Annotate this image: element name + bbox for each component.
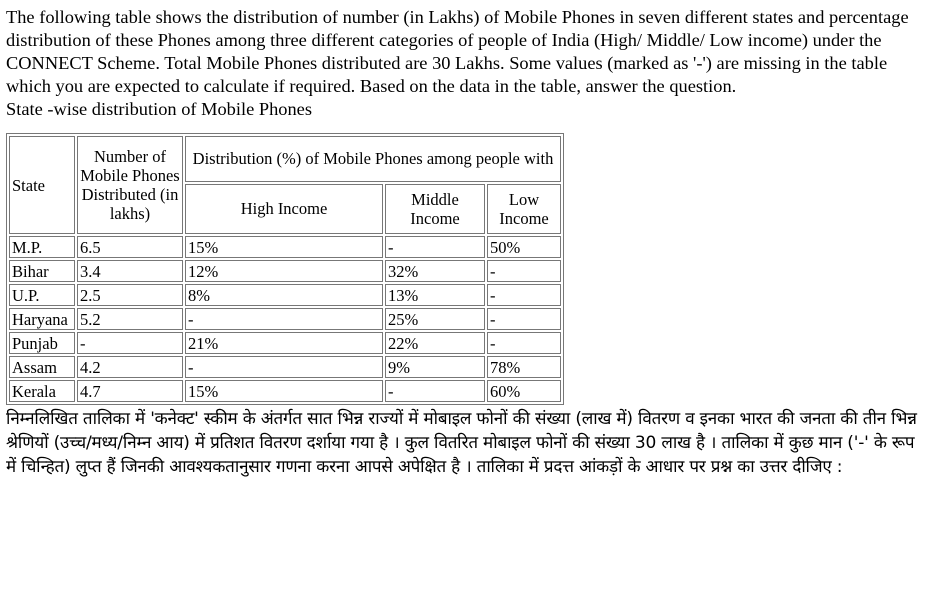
distribution-table [6, 133, 564, 405]
cell-number: 2.5 [77, 284, 183, 306]
cell-low: 60% [487, 380, 561, 402]
cell-high: - [185, 308, 383, 330]
cell-number: 4.2 [77, 356, 183, 378]
cell-high: 21% [185, 332, 383, 354]
header-distribution-percent: Distribution (%) of Mobile Phones among people with [185, 136, 561, 182]
cell-low: - [487, 332, 561, 354]
cell-middle: 13% [385, 284, 485, 306]
cell-state: M.P. [9, 236, 75, 258]
cell-low: - [487, 308, 561, 330]
cell-high: 15% [185, 380, 383, 402]
cell-high: 8% [185, 284, 383, 306]
cell-high: - [185, 356, 383, 378]
cell-middle: - [385, 236, 485, 258]
cell-low: - [487, 284, 561, 306]
cell-low: 50% [487, 236, 561, 258]
table-row [9, 236, 561, 258]
cell-number: 5.2 [77, 308, 183, 330]
cell-middle: - [385, 380, 485, 402]
cell-middle: 32% [385, 260, 485, 282]
table-caption: State -wise distribution of Mobile Phones [6, 99, 312, 119]
header-row-1 [9, 136, 561, 182]
cell-number: 3.4 [77, 260, 183, 282]
header-middle-income: Middle Income [385, 184, 485, 234]
table-row [9, 332, 561, 354]
cell-number: - [77, 332, 183, 354]
header-low-income: Low Income [487, 184, 561, 234]
hindi-intro-paragraph: निम्नलिखित तालिका में 'कनेक्ट' स्कीम के अंतर्गत सात भिन्न राज्यों में मोबाइल फोनों की संख्या (लाख में) वितरण व इनका भारत की जनता की तीन भिन्न श्रेणियों (उच्च/मध्य/निम्न आय) में प्रतिशत वितरण दर्शाया गया है । कुल वितरित मोबाइल फोनों की संख्या 30 लाख है । तालिका में कुछ मान ('-' के रूप में चिन्हित) लुप्त हैं जिनकी आवश्यकतानुसार गणना करना आपसे अपेक्षित है । तालिका में प्रदत्त आंकड़ों के आधार पर प्रश्न का उत्तर दीजिए : [6, 409, 917, 477]
table-row [9, 356, 561, 378]
cell-number: 4.7 [77, 380, 183, 402]
cell-number: 6.5 [77, 236, 183, 258]
cell-state: Kerala [9, 380, 75, 402]
table-row [9, 260, 561, 282]
cell-middle: 22% [385, 332, 485, 354]
cell-low: 78% [487, 356, 561, 378]
cell-middle: 25% [385, 308, 485, 330]
cell-high: 12% [185, 260, 383, 282]
table-body [9, 136, 561, 402]
cell-middle: 9% [385, 356, 485, 378]
cell-state: Bihar [9, 260, 75, 282]
cell-state: Assam [9, 356, 75, 378]
header-state: State [9, 136, 75, 234]
cell-high: 15% [185, 236, 383, 258]
english-intro-paragraph: The following table shows the distribution of number (in Lakhs) of Mobile Phones in seven different states and percentage distribution of these Phones among three different categories of people of India (High/ Middle/ Low income) under the CONNECT Scheme. Total Mobile Phones distributed are 30 Lakhs. Some values (marked as '-') are missing in the table which you are expected to calculate if required. Based on the data in the table, answer the question. [6, 7, 909, 96]
cell-low: - [487, 260, 561, 282]
header-high-income: High Income [185, 184, 383, 234]
cell-state: Punjab [9, 332, 75, 354]
table-row [9, 380, 561, 402]
question-content [6, 6, 918, 479]
cell-state: U.P. [9, 284, 75, 306]
table-row [9, 308, 561, 330]
table-row [9, 284, 561, 306]
cell-state: Haryana [9, 308, 75, 330]
header-number-distributed: Number of Mobile Phones Distributed (in lakhs) [77, 136, 183, 234]
